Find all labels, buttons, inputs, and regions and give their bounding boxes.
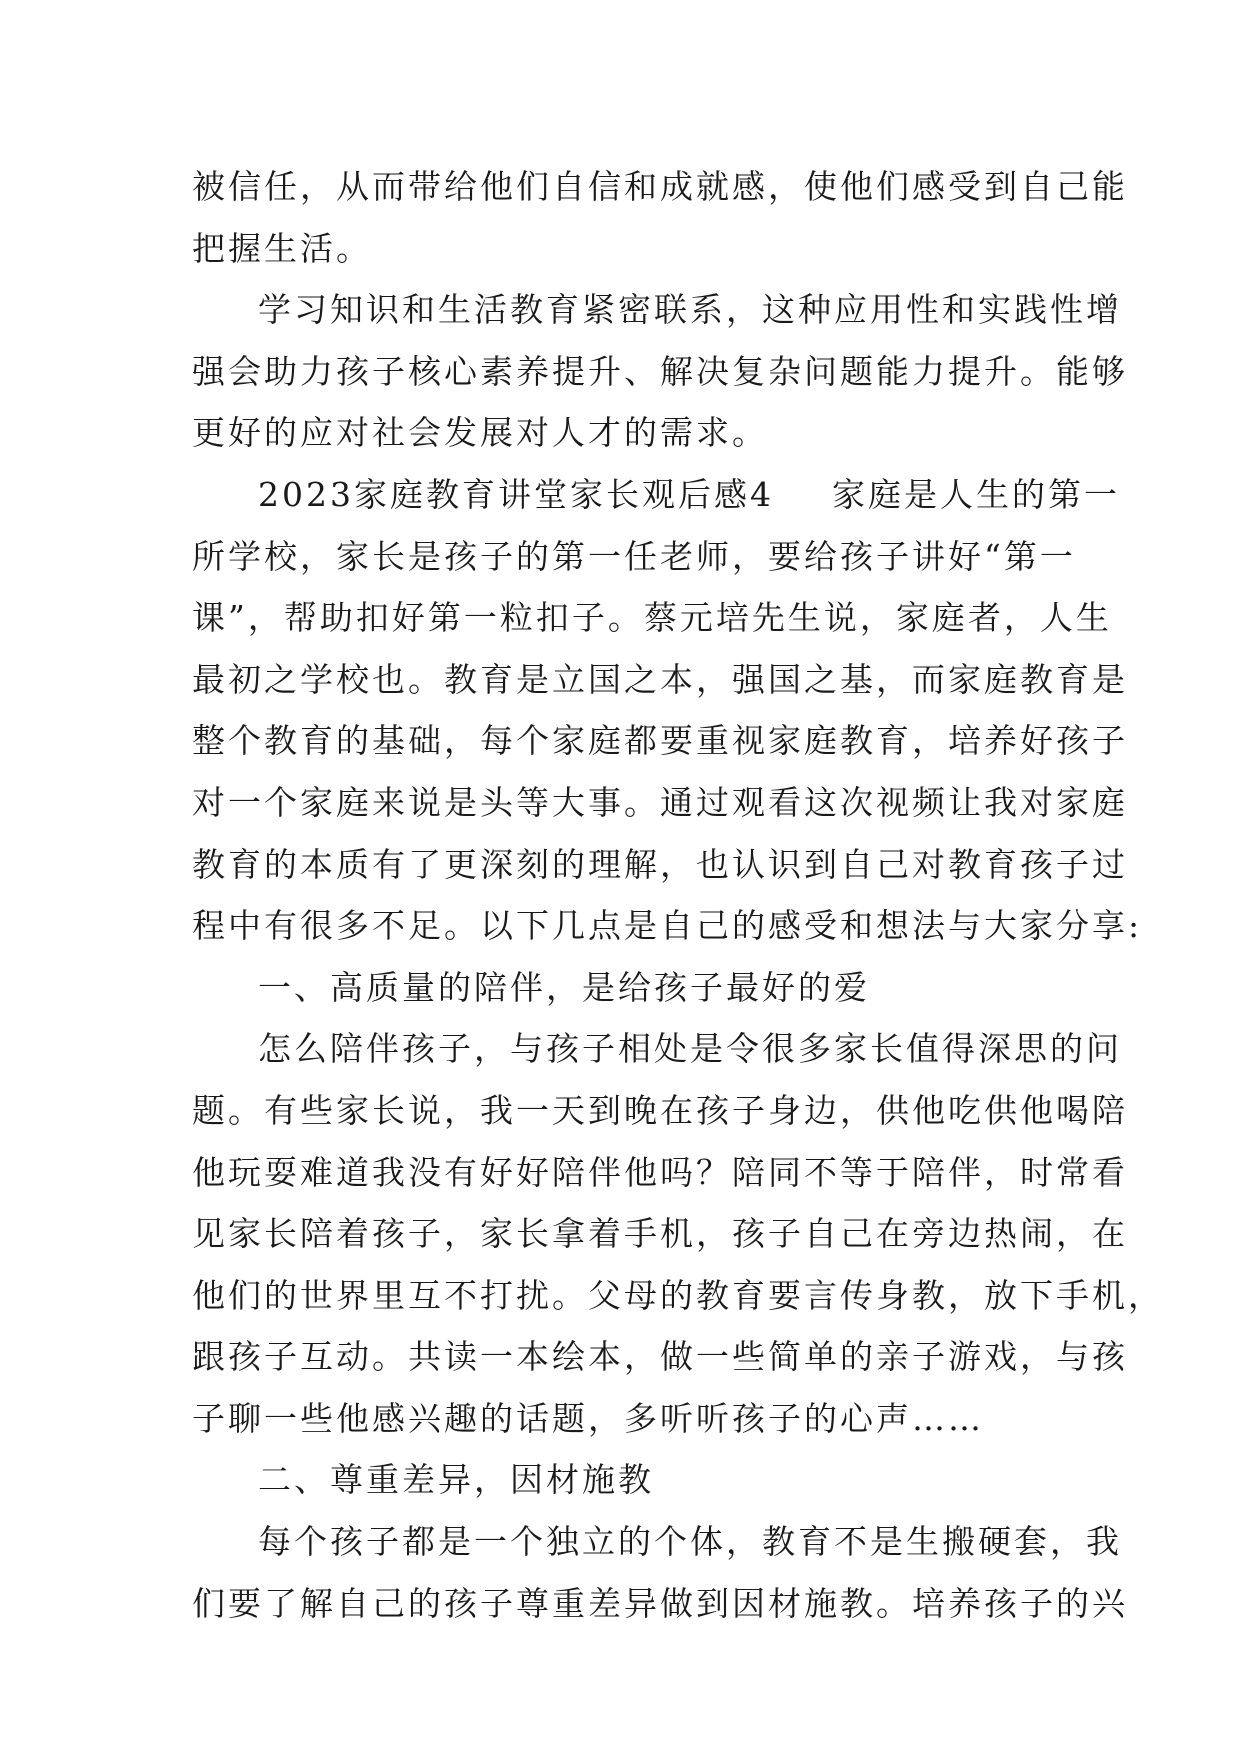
document-body (192, 156, 1164, 1634)
text-line: 更好的应对社会发展对人才的需求。 (192, 413, 768, 453)
text-line: 对一个家庭来说是头等大事。通过观看这次视频让我对家庭 (192, 782, 1128, 822)
paragraph-start-line: 学习知识和生活教育紧密联系，这种应用性和实践性增 (258, 290, 1122, 330)
text-line: 整个教育的基础，每个家庭都要重视家庭教育，培养好孩子 (192, 721, 1128, 761)
text-line: 程中有很多不足。以下几点是自己的感受和想法与大家分享: (192, 906, 1143, 946)
section-title: 2023家庭教育讲堂家长观后感4 (258, 474, 774, 514)
text-line: 他玩耍难道我没有好好陪伴他吗？陪同不等于陪伴，时常看 (192, 1152, 1128, 1192)
text-line: 子聊一些他感兴趣的话题，多听听孩子的心声…… (192, 1398, 984, 1438)
paragraph-start-line: 怎么陪伴孩子，与孩子相处是令很多家长值得深思的问 (258, 1029, 1122, 1069)
text-line: 教育的本质有了更深刻的理解，也认识到自己对教育孩子过 (192, 844, 1128, 884)
text-line: 见家长陪着孩子，家长拿着手机，孩子自己在旁边热闹，在 (192, 1214, 1128, 1254)
text-line: 强会助力孩子核心素养提升、解决复杂问题能力提升。能够 (192, 351, 1128, 391)
text-line: 他们的世界里互不打扰。父母的教育要言传身教，放下手机， (192, 1275, 1164, 1315)
section-heading-line (192, 464, 1120, 526)
text-line: 最初之学校也。教育是立国之本，强国之基，而家庭教育是 (192, 659, 1128, 699)
subheading-line: 一、高质量的陪伴，是给孩子最好的爱 (258, 967, 870, 1007)
subheading-line: 二、尊重差异，因材施教 (258, 1460, 654, 1500)
text-line: 们要了解自己的孩子尊重差异做到因材施教。培养孩子的兴 (192, 1583, 1128, 1623)
paragraph-start-line: 每个孩子都是一个独立的个体，教育不是生搬硬套，我 (258, 1522, 1122, 1562)
text-line: 被信任，从而带给他们自信和成就感，使他们感受到自己能 (192, 167, 1128, 206)
paragraph-text: 家庭是人生的第一 (831, 474, 1120, 514)
text-line: 把握生活。 (192, 228, 372, 268)
text-line: 题。有些家长说，我一天到晚在孩子身边，供他吃供他喝陪 (192, 1090, 1128, 1130)
text-line: 课”，帮助扣好第一粒扣子。蔡元培先生说，家庭者，人生 (192, 598, 1112, 638)
text-line: 所学校，家长是孩子的第一任老师，要给孩子讲好“第一 (192, 536, 1076, 576)
text-line: 跟孩子互动。共读一本绘本，做一些简单的亲子游戏，与孩 (192, 1337, 1128, 1377)
